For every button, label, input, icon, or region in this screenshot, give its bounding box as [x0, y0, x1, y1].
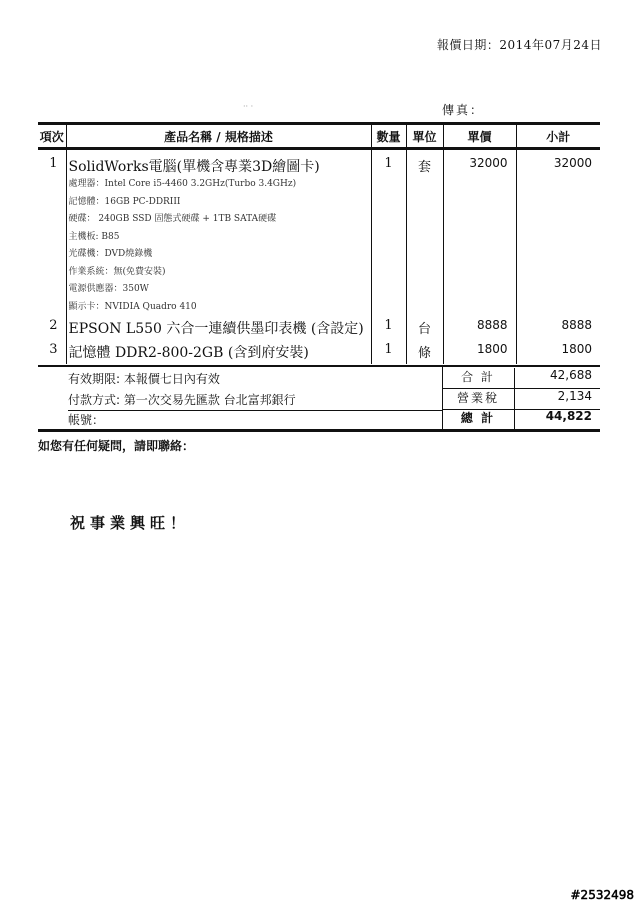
row-subtotal: 1800	[516, 342, 600, 364]
row-qty: 1	[371, 149, 406, 317]
col-header-product: 產品名稱 / 規格描述	[66, 124, 371, 149]
terms-block	[38, 367, 443, 429]
row-qty: 1	[371, 342, 406, 364]
account-text: 帳號：	[68, 410, 442, 428]
payment-text: 付款方式: 第一次交易先匯款 台北富邦銀行	[68, 393, 296, 407]
row-index: 1	[38, 149, 66, 317]
row-price: 1800	[443, 342, 516, 364]
total-row	[442, 409, 600, 429]
row-unit: 條	[406, 342, 443, 364]
redacted-mark: ·· ·	[243, 102, 254, 111]
validity-text: 有效期限: 本報價七日內有效	[68, 372, 220, 386]
spec-list	[67, 176, 371, 316]
row-index: 3	[38, 342, 66, 364]
spec-line: 顯示卡：NVIDIA Quadro 410	[68, 301, 197, 312]
col-header-price: 單價	[443, 124, 516, 149]
spec-line: 主機板: B85	[68, 231, 120, 242]
product-name: SolidWorks電腦(單機含專業3D繪圖卡)	[68, 159, 320, 175]
spec-line: 處理器：Intel Core i5-4460 3.2GHz(Turbo 3.4GHz)	[68, 179, 297, 189]
col-header-index: 項次	[38, 124, 66, 149]
contact-text: 如您有任何疑問，請即聯絡：	[38, 439, 195, 453]
col-header-subtotal: 小計	[516, 124, 600, 149]
product-name: EPSON L550 六合一連續供墨印表機 (含設定)	[66, 316, 371, 342]
table-header-row	[38, 124, 600, 149]
spec-line: 作業系統：無(免費安裝)	[68, 266, 166, 277]
tax-label: 營業稅	[456, 391, 499, 405]
spec-line: 光碟機：DVD燒錄機	[68, 249, 153, 259]
tax-value: 2,134	[557, 389, 592, 403]
total-value: 44,822	[545, 409, 592, 423]
table-row	[38, 316, 600, 342]
row-price: 32000	[443, 149, 516, 317]
col-header-qty: 數量	[371, 124, 406, 149]
sum-row	[442, 368, 600, 389]
row-price: 8888	[443, 316, 516, 342]
sum-value: 42,688	[550, 368, 592, 382]
tax-row	[442, 389, 600, 410]
row-unit: 套	[406, 149, 443, 317]
product-name: 記憶體 DDR2-800-2GB (含到府安裝)	[66, 342, 371, 364]
row-subtotal: 32000	[516, 149, 600, 317]
row-index: 2	[38, 316, 66, 342]
total-label: 總 計	[460, 411, 496, 425]
quote-table	[38, 122, 600, 364]
row-unit: 台	[406, 316, 443, 342]
product-cell	[66, 149, 371, 317]
row-qty: 1	[371, 316, 406, 342]
spec-line: 電源供應器：350W	[68, 284, 149, 294]
watermark-id: #2532498	[570, 888, 634, 902]
fax-label: 傳真：	[442, 103, 485, 117]
table-row	[38, 149, 600, 317]
spec-line: 記憶體：16GB PC-DDRIII	[68, 196, 181, 207]
quote-footer	[38, 365, 600, 432]
row-subtotal: 8888	[516, 316, 600, 342]
table-row	[38, 342, 600, 364]
spec-line: 硬碟： 240GB SSD 固態式硬碟 + 1TB SATA硬碟	[68, 214, 277, 224]
closing-wish: 祝事業興旺！	[70, 514, 191, 532]
sum-label: 合 計	[461, 370, 495, 384]
quote-date: 報價日期：2014年07月24日	[436, 38, 602, 52]
col-header-unit: 單位	[406, 124, 443, 149]
